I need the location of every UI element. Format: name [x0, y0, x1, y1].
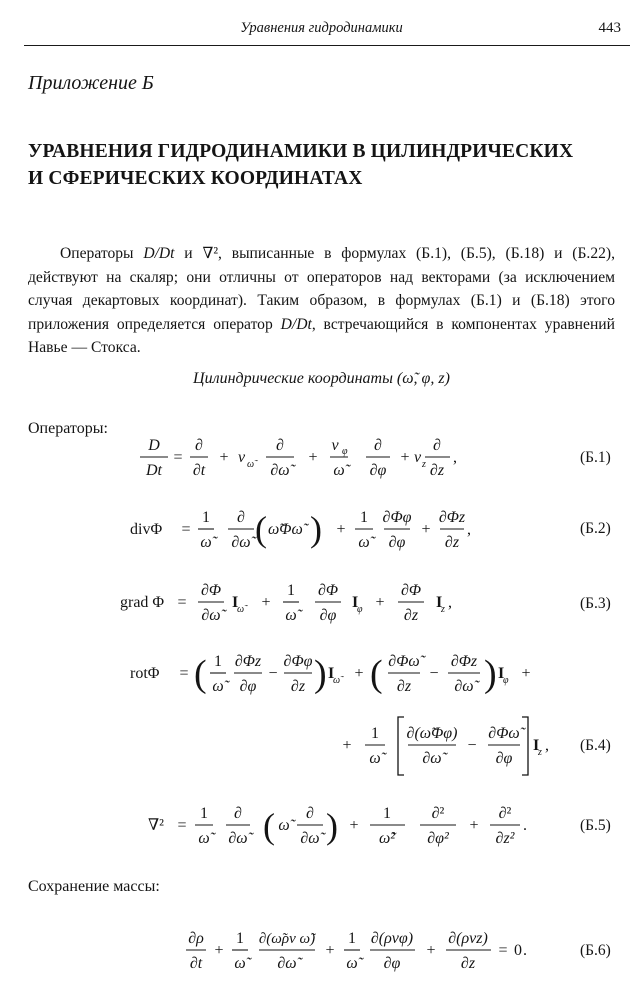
eq-b2-comma: , — [467, 521, 471, 538]
eq-b2-plus2: + — [421, 521, 431, 538]
section-heading: Цилиндрические координаты (ω̃, φ, z) — [193, 370, 450, 387]
equation-number-b4: (Б.4) — [580, 737, 611, 754]
equation-number-b2: (Б.2) — [580, 520, 611, 537]
eq-b4-minus2: − — [429, 665, 439, 682]
eq-b2-domega: ∂ω̃ — [231, 534, 251, 551]
eq-b6-one2: 1 — [348, 930, 356, 947]
eq-b3-dPhi1: ∂Φ — [200, 582, 222, 599]
appendix-label: Приложение Б — [28, 72, 154, 94]
eq-b5-d2-num1: ∂² — [431, 805, 445, 822]
eq-b4-comma: , — [545, 737, 549, 754]
eq-b6-omega2: ω̃ — [346, 955, 358, 972]
eq-b5-equals: = — [177, 817, 187, 834]
eq-b3-I3-sub: z — [441, 604, 445, 615]
eq-b2-dPhi-phi: ∂Φφ — [382, 509, 412, 526]
eq-b1-plus2: + — [308, 449, 318, 466]
equation-number-b5: (Б.5) — [580, 817, 611, 834]
eq-b2-equals: = — [181, 521, 191, 538]
fraction-bars — [140, 457, 520, 950]
eq-b1-den-Dt: Dt — [146, 462, 162, 479]
eq-b3-plus1: + — [261, 594, 271, 611]
eq-b5-d2: ∂ — [306, 805, 314, 822]
eq-b1-d2: ∂ — [276, 437, 284, 454]
eq-b2-dPhi-z: ∂Φz — [438, 509, 466, 526]
eq-b6-equals: = — [498, 942, 508, 959]
eq-b6-dt: ∂t — [189, 955, 203, 972]
intro-text-1: Операторы — [60, 245, 144, 262]
mass-conservation-label: Сохранение массы: — [28, 878, 160, 895]
eq-b1-v1: v — [238, 449, 246, 466]
eq-b4-paren1-open: ( — [194, 653, 207, 695]
eq-b1-v2-sub: φ — [342, 446, 348, 457]
page-number: 443 — [598, 20, 621, 36]
eq-b4-dz1: ∂z — [290, 678, 306, 695]
eq-b4-dz2: ∂z — [396, 678, 412, 695]
eq-b4-paren2-open: ( — [370, 653, 383, 695]
equation-number-b1: (Б.1) — [580, 449, 611, 466]
eq-b3-equals: = — [177, 594, 187, 611]
eq-b6-omega1: ω̃ — [234, 955, 246, 972]
intro-operator-2: D/Dt — [280, 315, 312, 333]
eq-b3-dz: ∂z — [403, 607, 419, 624]
eq-b5-plus2: + — [469, 817, 479, 834]
eq-b2-omPhi: ω̃Φω̃ — [268, 521, 303, 538]
equation-b3 — [120, 582, 452, 624]
eq-b5-plus1: + — [349, 817, 359, 834]
eq-b1-domega: ∂ω̃ — [270, 462, 290, 479]
eq-b2-omega1: ω̃ — [200, 534, 212, 551]
eq-b5-one1: 1 — [200, 805, 208, 822]
eq-b4-omega1: ω̃ — [212, 678, 224, 695]
eq-b5-period: . — [523, 817, 527, 834]
eq-b2-d: ∂ — [237, 509, 245, 526]
eq-b3-I1-sub: ω̃ — [237, 604, 245, 615]
intro-text-3: , встречающийся в компонентах уравнений Навье — Стокса. — [28, 315, 615, 356]
eq-b4-d-omPhi: ∂(ω̃Φφ) — [406, 725, 458, 742]
eq-b2-paren-close: ) — [310, 509, 322, 549]
eq-b4-dPhi-om1: ∂Φω̃ — [388, 653, 420, 670]
equation-b1 — [145, 437, 457, 479]
eq-b6-period: . — [523, 942, 527, 959]
eq-b4-rot: rotΦ — [130, 665, 160, 682]
eq-b4-I1: I — [328, 665, 335, 682]
eq-b4-I3: I — [533, 737, 540, 754]
eq-b4-paren1-close: ) — [314, 653, 327, 695]
eq-b6-one1: 1 — [236, 930, 244, 947]
eq-b4-I3-sub: z — [538, 747, 542, 758]
eq-b5-domega2: ∂ω̃ — [300, 830, 320, 847]
equation-number-b3: (Б.3) — [580, 595, 611, 612]
equation-number-b6: (Б.6) — [580, 942, 611, 959]
equation-b4 — [130, 653, 549, 775]
eq-b2-plus1: + — [336, 521, 346, 538]
eq-b1-plus1: + — [219, 449, 229, 466]
eq-b3-grad: grad Φ — [120, 594, 165, 611]
eq-b4-domega2: ∂ω̃ — [422, 750, 442, 767]
eq-b3-I3: I — [436, 594, 443, 611]
eq-b4-dPhi-z2: ∂Φz — [450, 653, 478, 670]
eq-b4-I2: I — [498, 665, 505, 682]
eq-b5-one2: 1 — [383, 805, 391, 822]
eq-b1-d4: ∂ — [433, 437, 441, 454]
eq-b6-plus3: + — [426, 942, 436, 959]
equation-b2 — [130, 509, 471, 551]
eq-b3-omega: ω̃ — [285, 607, 297, 624]
operators-label: Операторы: — [28, 420, 108, 437]
eq-b1-v1-sub: ω̃ — [247, 459, 255, 470]
eq-b3-one: 1 — [287, 582, 295, 599]
eq-b4-dPhi-phi1: ∂Φφ — [283, 653, 313, 670]
eq-b4-I1-sub: ω̃ — [333, 675, 341, 686]
eq-b4-one2: 1 — [371, 725, 379, 742]
eq-b5-paren-open: ( — [263, 806, 275, 846]
eq-b4-dphi2: ∂φ — [495, 750, 513, 767]
eq-b3-dphi: ∂φ — [319, 607, 337, 624]
eq-b4-bracket-open — [398, 717, 404, 775]
eq-b6-d-om-rho-v: ∂(ω̃ρv ω̃) — [258, 931, 316, 947]
eq-b3-plus2: + — [375, 594, 385, 611]
eq-b1-d3: ∂ — [374, 437, 382, 454]
eq-b5-dphi-sq: ∂φ² — [427, 830, 449, 847]
eq-b4-minus3: − — [467, 737, 477, 754]
eq-b3-comma: , — [448, 594, 452, 611]
eq-b4-dphi1: ∂φ — [239, 678, 257, 695]
eq-b6-dphi: ∂φ — [383, 955, 401, 972]
eq-b4-equals: = — [179, 665, 189, 682]
eq-b5-omega1: ω̃ — [198, 830, 210, 847]
eq-b4-minus1: − — [268, 665, 278, 682]
eq-b4-plus2: + — [521, 665, 531, 682]
eq-b6-zero: 0 — [514, 942, 522, 959]
eq-b4-I2-sub: φ — [503, 675, 509, 686]
eq-b1-dphi: ∂φ — [369, 462, 387, 479]
eq-b2-div: divΦ — [130, 521, 163, 538]
eq-b6-d-rho-v-z: ∂(ρvz) — [448, 930, 488, 947]
eq-b5-dz-sq: ∂z² — [495, 830, 515, 847]
eq-b6-plus2: + — [325, 942, 335, 959]
eq-b3-I2-sub: φ — [357, 604, 363, 615]
eq-b1-v2: v — [331, 437, 339, 454]
eq-b5-d1: ∂ — [234, 805, 242, 822]
eq-b5-omega2: ω̃ — [278, 817, 290, 834]
eq-b4-dPhi-z1: ∂Φz — [234, 653, 262, 670]
chapter-title-line-1: УРАВНЕНИЯ ГИДРОДИНАМИКИ В ЦИЛИНДРИЧЕСКИХ — [28, 141, 574, 162]
eq-b1-v3-sub: z — [422, 459, 426, 470]
equation-b6 — [188, 930, 527, 972]
eq-b3-I1: I — [232, 594, 239, 611]
eq-b4-plus1: + — [354, 665, 364, 682]
intro-operator-1: D/Dt — [143, 245, 175, 262]
eq-b3-domega: ∂ω̃ — [201, 607, 221, 624]
eq-b1-omega: ω̃ — [333, 462, 345, 479]
eq-b6-plus1: + — [214, 942, 224, 959]
eq-b2-one2: 1 — [360, 509, 368, 526]
eq-b4-plus3: + — [342, 737, 352, 754]
eq-b1-dt: ∂t — [192, 462, 206, 479]
equation-b5 — [148, 805, 527, 847]
eq-b2-omega2: ω̃ — [358, 534, 370, 551]
eq-b1-num-D: D — [148, 437, 160, 454]
eq-b1-dz: ∂z — [429, 462, 445, 479]
eq-b5-omega-sq: ω̃² — [378, 830, 396, 847]
chapter-title-line-2: И СФЕРИЧЕСКИХ КООРДИНАТАХ — [28, 168, 363, 189]
eq-b5-d2-num2: ∂² — [498, 805, 512, 822]
eq-b1-v3: v — [414, 449, 422, 466]
eq-b6-drho: ∂ρ — [188, 930, 204, 947]
eq-b1-d1: ∂ — [195, 437, 203, 454]
eq-b2-dphi: ∂φ — [388, 534, 406, 551]
eq-b1-comma: , — [453, 449, 457, 466]
eq-b2-paren-open: ( — [255, 509, 267, 549]
eq-b4-omega2: ω̃ — [369, 750, 381, 767]
eq-b4-one1: 1 — [214, 653, 222, 670]
eq-b6-d-rho-v-phi: ∂(ρvφ) — [370, 930, 414, 947]
eq-b1-equals: = — [173, 449, 183, 466]
intro-text-2: и ∇², выписанные в формулах (Б.1), (Б.5), (Б.18) и (Б.22), действуют на скаляр; они отличны от операторов над векторами (за исключением случая декартовых координат). Таким образом, в формулах (Б.1) и (Б.18) этого приложения определяется оператор — [28, 245, 615, 333]
eq-b4-dPhi-om2: ∂Φω̃ — [488, 725, 520, 742]
eq-b4-bracket-close — [522, 717, 528, 775]
eq-b4-domega: ∂ω̃ — [454, 678, 474, 695]
eq-b2-one1: 1 — [202, 509, 210, 526]
eq-b3-I2: I — [352, 594, 359, 611]
eq-b6-domega: ∂ω̃ — [277, 955, 297, 972]
eq-b3-dPhi3: ∂Φ — [400, 582, 422, 599]
eq-b5-nabla2: ∇² — [148, 817, 164, 834]
eq-b5-paren-close: ) — [326, 806, 338, 846]
eq-b1-plus3: + — [400, 449, 410, 466]
eq-b3-dPhi2: ∂Φ — [317, 582, 339, 599]
eq-b5-domega1: ∂ω̃ — [228, 830, 248, 847]
eq-b2-dz: ∂z — [444, 534, 460, 551]
eq-b6-dz: ∂z — [460, 955, 476, 972]
eq-b4-paren2-close: ) — [484, 653, 497, 695]
running-title: Уравнения гидродинамики — [240, 20, 403, 36]
